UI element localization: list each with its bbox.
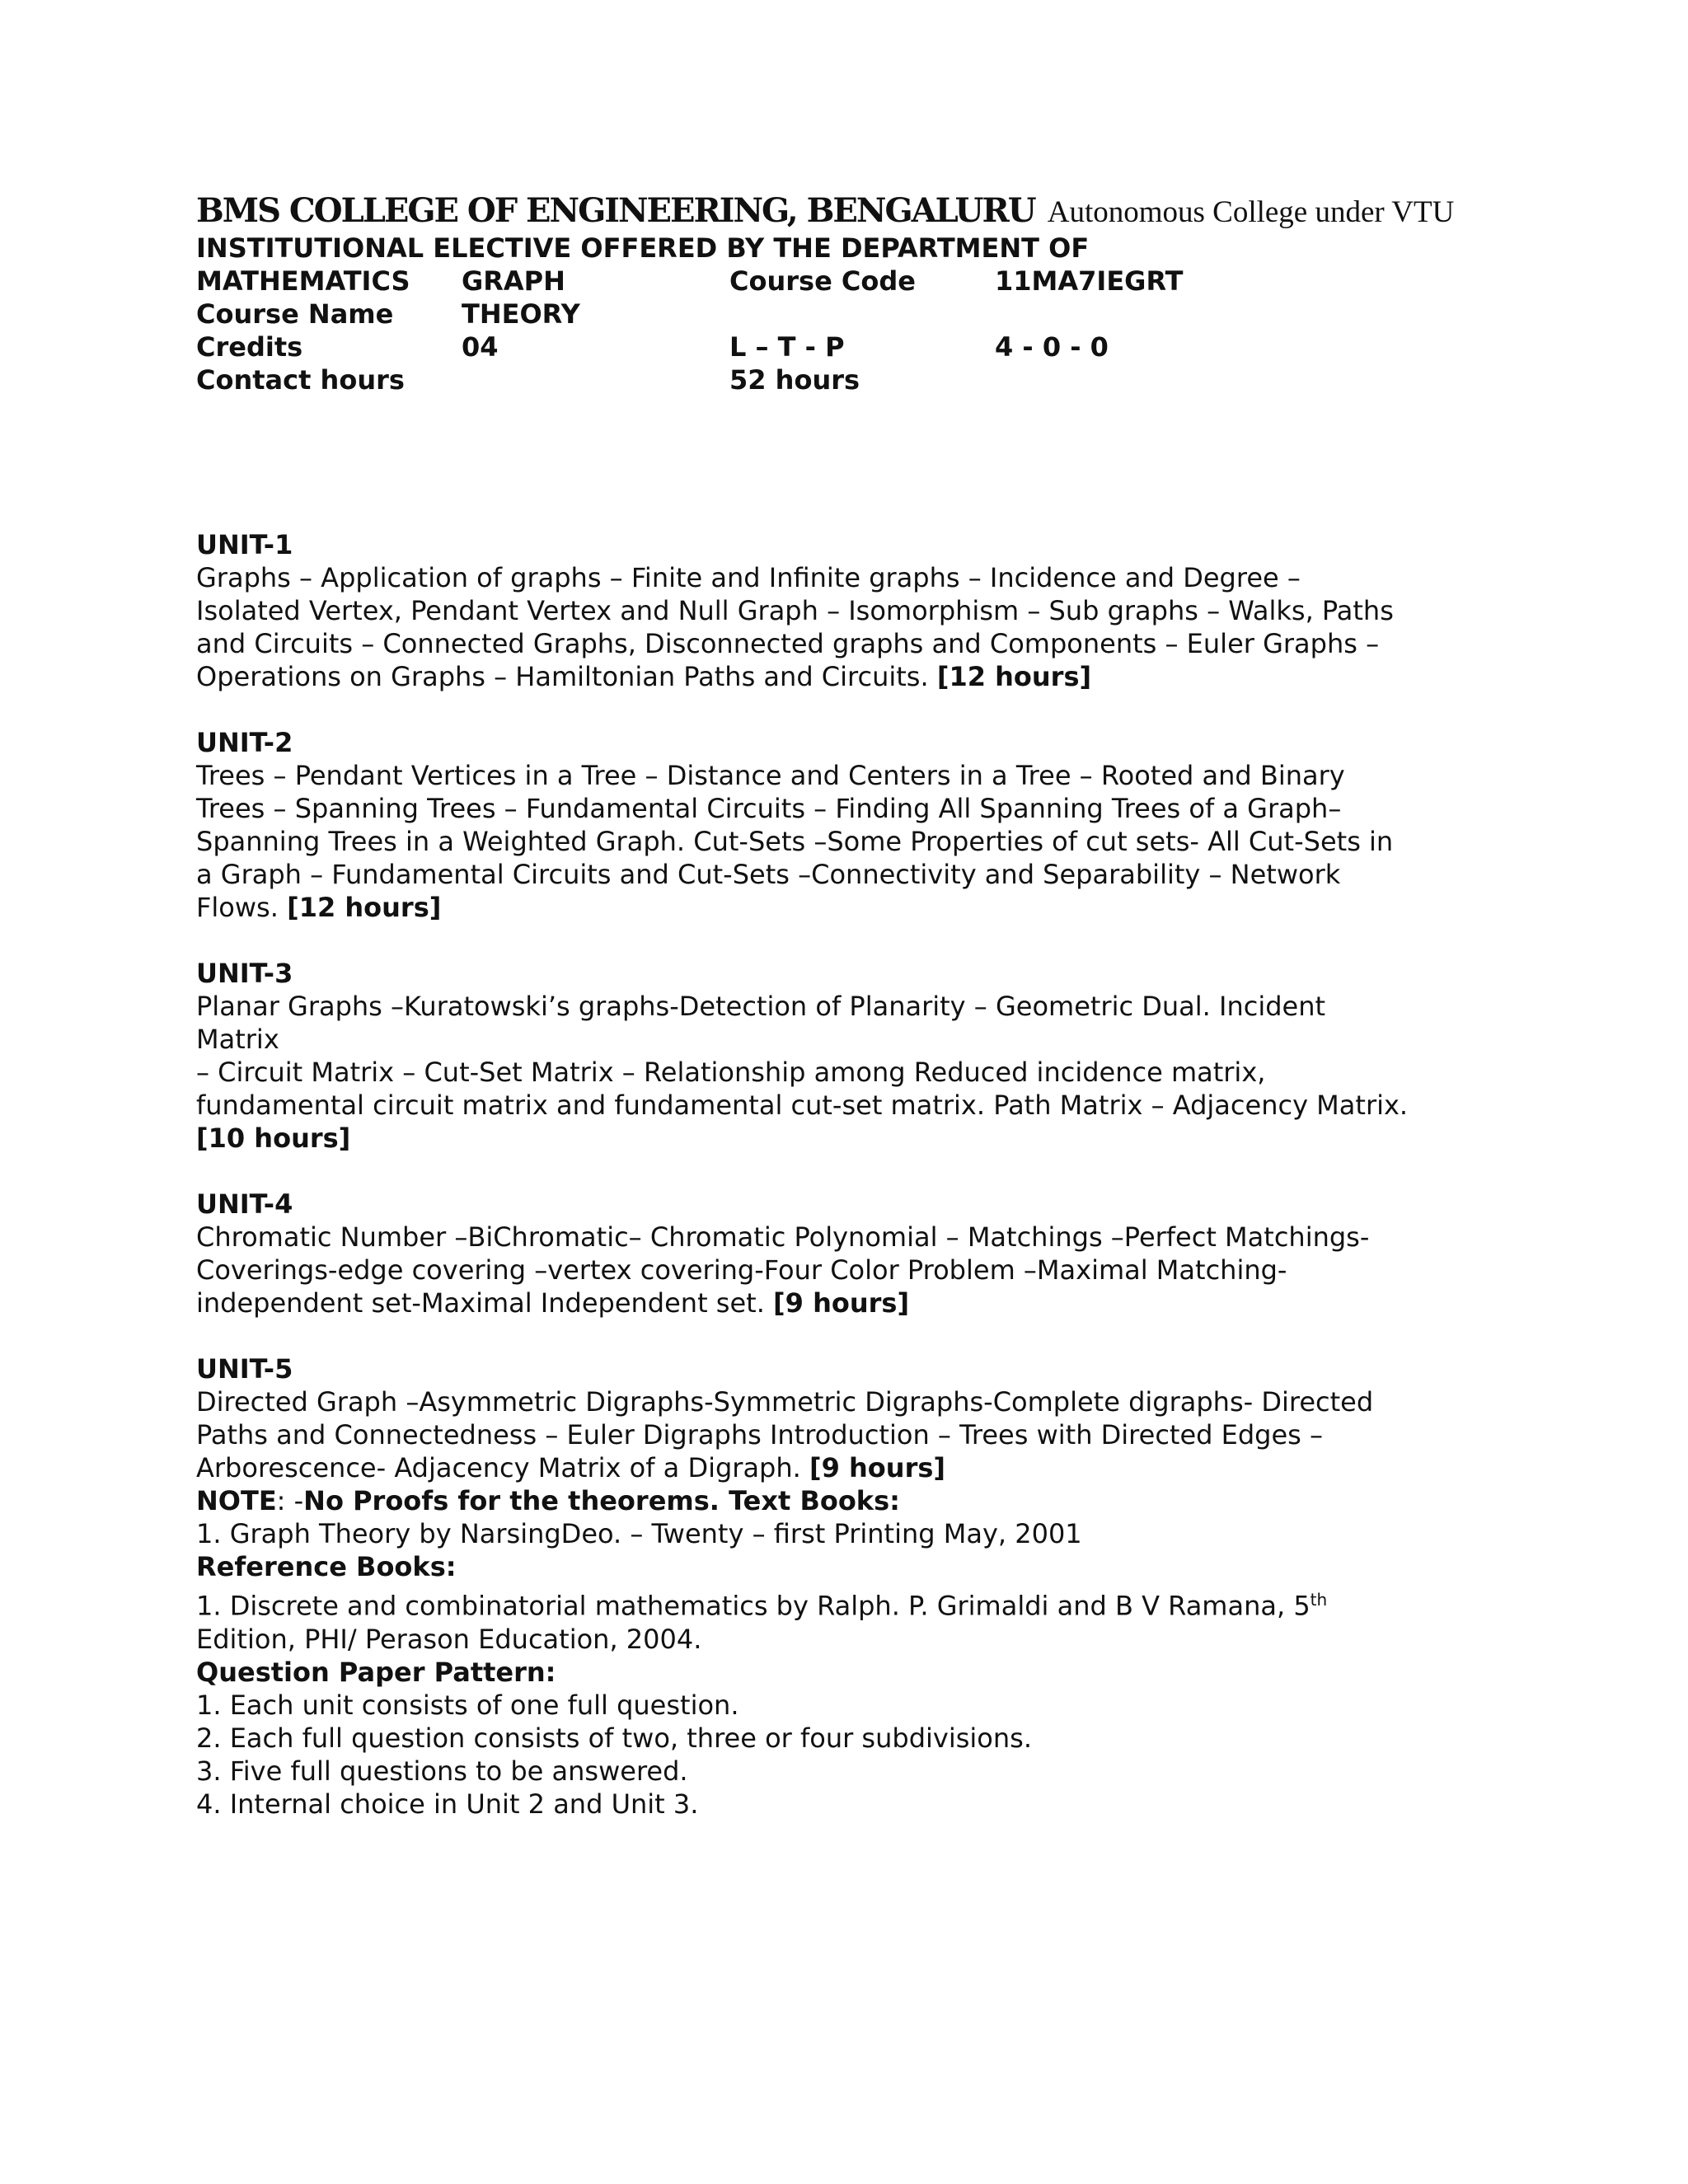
info-cell [462, 363, 729, 396]
qp-item: 2. Each full question consists of two, three or four subdivisions. [196, 1722, 1032, 1754]
reference-heading: Reference Books: [196, 1551, 457, 1582]
info-cell: L – T - P [729, 331, 845, 363]
unit-line: Operations on Graphs – Hamiltonian Paths and Circuits. [196, 661, 929, 692]
unit-hours: [9 hours] [773, 1287, 910, 1319]
unit-1 [196, 528, 1482, 693]
unit-line: Matrix [196, 1024, 279, 1055]
info-cell: GRAPH [462, 265, 565, 297]
unit-hours: [12 hours] [287, 892, 442, 923]
note-line [196, 1484, 1482, 1821]
unit-body [196, 561, 1482, 693]
unit-line: and Circuits – Connected Graphs, Disconnected graphs and Components – Euler Graphs – [196, 628, 1380, 659]
unit-line: a Graph – Fundamental Circuits and Cut-Sets –Connectivity and Separability – Network [196, 859, 1341, 890]
unit-4 [196, 1188, 1482, 1319]
info-cell [995, 363, 1242, 396]
unit-title: UNIT-1 [196, 529, 293, 560]
note-label: NOTE [196, 1485, 277, 1516]
qp-item: 1. Each unit consists of one full question. [196, 1689, 739, 1721]
unit-line: Trees – Spanning Trees – Fundamental Circuits – Finding All Spanning Trees of a Graph– [196, 793, 1342, 824]
course-code-value: 11MA7IEGRT [995, 265, 1184, 297]
info-cell [729, 298, 995, 330]
credits-value: 04 [462, 331, 499, 363]
unit-body [196, 759, 1482, 924]
text-book-entry: 1. Graph Theory by NarsingDeo. – Twenty – first Printing May, 2001 [196, 1518, 1082, 1549]
unit-body [196, 1221, 1482, 1319]
info-cell: Course Name [196, 298, 394, 330]
course-info-row-4 [196, 363, 1482, 396]
superscript: th [1310, 1590, 1328, 1610]
question-paper-heading: Question Paper Pattern: [196, 1656, 556, 1688]
unit-line: Graphs – Application of graphs – Finite and Infinite graphs – Incidence and Degree – [196, 562, 1301, 593]
document-content [196, 191, 1482, 1821]
unit-title: UNIT-3 [196, 958, 293, 989]
unit-5 [196, 1352, 1482, 1484]
unit-title: UNIT-5 [196, 1353, 293, 1385]
info-cell: Course Code [729, 265, 916, 297]
unit-line: Arborescence- Adjacency Matrix of a Digraph. [196, 1452, 801, 1483]
unit-hours: [10 hours] [196, 1122, 351, 1154]
note-text: No Proofs for the theorems. Text Books: [303, 1485, 900, 1516]
unit-body [196, 1385, 1482, 1484]
college-header [196, 191, 1482, 230]
unit-3 [196, 957, 1482, 1155]
info-cell [995, 298, 1242, 330]
course-info-row-1 [196, 265, 1482, 298]
unit-title: UNIT-2 [196, 727, 293, 758]
unit-title: UNIT-4 [196, 1188, 293, 1220]
qp-item: 4. Internal choice in Unit 2 and Unit 3. [196, 1788, 699, 1820]
contact-hours-value: 52 hours [729, 364, 860, 396]
unit-line: fundamental circuit matrix and fundamental cut-set matrix. Path Matrix – Adjacency Matrix. [196, 1090, 1409, 1121]
elective-line: INSTITUTIONAL ELECTIVE OFFERED BY THE DEPARTMENT OF [196, 232, 1090, 264]
unit-line: Paths and Connectedness – Euler Digraphs Introduction – Trees with Directed Edges – [196, 1419, 1323, 1451]
info-cell: Credits [196, 331, 303, 363]
unit-line: Planar Graphs –Kuratowski’s graphs-Detection of Planarity – Geometric Dual. Incident [196, 991, 1326, 1022]
course-info-row-3 [196, 330, 1482, 363]
course-info-row-2 [196, 298, 1482, 330]
unit-line: Trees – Pendant Vertices in a Tree – Distance and Centers in a Tree – Rooted and Binary [196, 760, 1345, 791]
unit-line: Flows. [196, 892, 279, 923]
note-separator: : - [276, 1485, 304, 1516]
unit-2 [196, 726, 1482, 924]
unit-line: Spanning Trees in a Weighted Graph. Cut-Sets –Some Properties of cut sets- All Cut-Sets in [196, 826, 1394, 857]
college-subtitle: Autonomous College under VTU [1047, 195, 1455, 229]
qp-item: 3. Five full questions to be answered. [196, 1755, 688, 1787]
ltp-value: 4 - 0 - 0 [995, 331, 1109, 363]
unit-line: independent set-Maximal Independent set. [196, 1287, 765, 1319]
unit-line: Isolated Vertex, Pendant Vertex and Null Graph – Isomorphism – Sub graphs – Walks, Paths [196, 595, 1394, 626]
info-cell: THEORY [462, 298, 580, 330]
unit-line: – Circuit Matrix – Cut-Set Matrix – Relationship among Reduced incidence matrix, [196, 1057, 1266, 1088]
college-name: BMS COLLEGE OF ENGINEERING, BENGALURU [196, 191, 1035, 230]
unit-line: Coverings-edge covering –vertex covering-Four Color Problem –Maximal Matching- [196, 1254, 1287, 1286]
reference-entry: 1. Discrete and combinatorial mathematics by Ralph. P. Grimaldi and B V Ramana, 5 [196, 1590, 1311, 1622]
info-cell: MATHEMATICS [196, 265, 410, 297]
unit-line: Chromatic Number –BiChromatic– Chromatic Polynomial – Matchings –Perfect Matchings- [196, 1221, 1370, 1253]
reference-entry-cont: Edition, PHI/ Perason Education, 2004. [196, 1623, 702, 1655]
unit-line: Directed Graph –Asymmetric Digraphs-Symmetric Digraphs-Complete digraphs- Directed [196, 1386, 1374, 1418]
unit-hours: [12 hours] [936, 661, 1092, 692]
info-cell: Contact hours [196, 364, 405, 396]
unit-hours: [9 hours] [809, 1452, 946, 1483]
unit-body [196, 990, 1482, 1155]
